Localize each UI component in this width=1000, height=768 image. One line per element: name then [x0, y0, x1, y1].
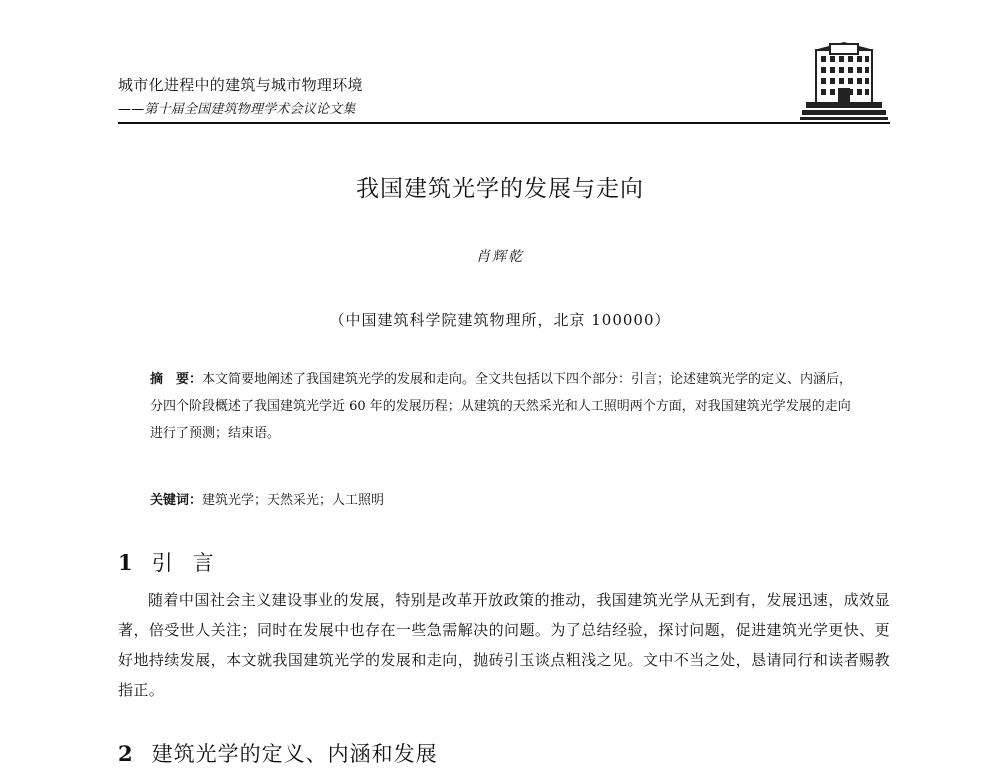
- section-title: 建筑光学的定义、内涵和发展: [151, 742, 438, 766]
- abstract: [150, 366, 860, 447]
- keywords: [150, 489, 860, 508]
- running-header: [118, 72, 890, 130]
- section-heading-introduction: [118, 547, 234, 577]
- section-number: 2: [118, 741, 134, 766]
- paper-title: 我国建筑光学的发展与走向: [356, 176, 644, 202]
- abstract-label: 摘 要：: [150, 372, 203, 387]
- introduction-paragraph: 随着中国社会主义建设事业的发展，特别是改革开放政策的推动，我国建筑光学从无到有，发展迅速，成效显著，倍受世人关注；同时在发展中也存在一些急需解决的问题。为了总结经验，探讨问题，促进建筑光学更快、更好地持续发展，本文就我国建筑光学的发展和走向，抛砖引玉谈点粗浅之见。文中不当之处，恳请同行和读者赐教指正。: [118, 591, 890, 699]
- section-heading-definition: [118, 738, 438, 768]
- journal-subtitle: ——第十届全国建筑物理学术会议论文集: [118, 102, 356, 117]
- author-affiliation: （中国建筑科学院建筑物理所，北京 100000）: [329, 311, 671, 329]
- header-rule: [118, 122, 890, 124]
- keywords-text: 建筑光学；天然采光；人工照明: [202, 493, 385, 508]
- building-logo-icon: [800, 40, 888, 122]
- section-number: 1: [118, 550, 134, 575]
- abstract-text: 本文简要地阐述了我国建筑光学的发展和走向。全文共包括以下四个部分：引言；论述建筑光学的定义、内涵后，分四个阶段概述了我国建筑光学近 60 年的发展历程；从建筑的天然采光和人工照明两个方面，对我国建筑光学发展的走向进行了预测；结束语。: [150, 372, 853, 441]
- section-title: 引言: [151, 551, 234, 575]
- keywords-label: 关键词：: [150, 493, 203, 508]
- journal-title: 城市化进程中的建筑与城市物理环境: [118, 76, 363, 94]
- author-name: 肖辉乾: [476, 249, 524, 265]
